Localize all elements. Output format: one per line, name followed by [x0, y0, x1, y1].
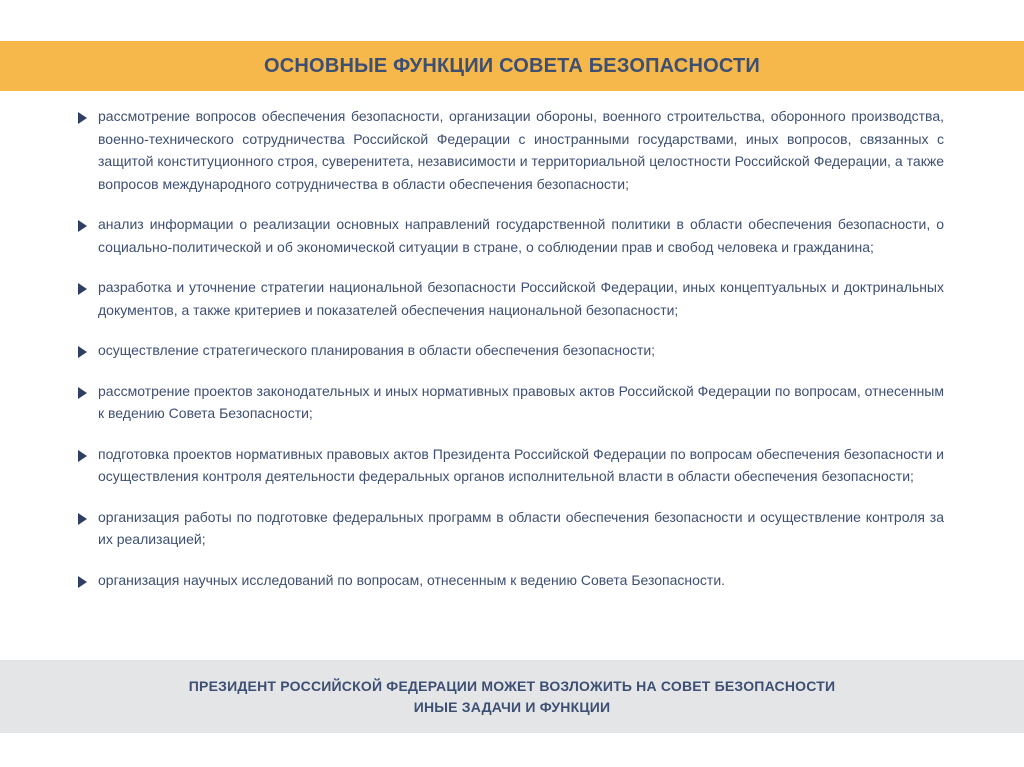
- list-item: [76, 339, 944, 362]
- footer-text-line-1: ПРЕЗИДЕНТ РОССИЙСКОЙ ФЕДЕРАЦИИ МОЖЕТ ВОЗЛОЖИТЬ НА СОВЕТ БЕЗОПАСНОСТИ: [188, 677, 836, 694]
- list-item-text: организация научных исследований по вопросам, отнесенным к ведению Совета Безопасности.: [98, 571, 726, 588]
- page-title: ОСНОВНЫЕ ФУНКЦИИ СОВЕТА БЕЗОПАСНОСТИ: [264, 54, 760, 77]
- list-item: [76, 213, 944, 258]
- footer-text-line-2: ИНЫЕ ЗАДАЧИ И ФУНКЦИИ: [413, 698, 611, 715]
- list-item: [76, 276, 944, 321]
- triangle-bullet-icon: [78, 576, 87, 588]
- footer-band: [0, 660, 1024, 733]
- list-item: [76, 506, 944, 551]
- list-item-text: организация работы по подготовке федеральных программ в области обеспечения безопасности и осуществление контроля за их реализацией;: [98, 508, 944, 547]
- functions-list: [76, 105, 944, 591]
- title-band: [0, 41, 1024, 91]
- list-item-text: анализ информации о реализации основных направлений государственной политики в области обеспечения безопасности, о социально-политической и об экономической ситуации в стране, о соблюдении прав и свобод человека и гражданина;: [98, 216, 944, 255]
- triangle-bullet-icon: [78, 220, 87, 232]
- list-item-text: рассмотрение вопросов обеспечения безопасности, организации обороны, военного строительства, оборонного производства, военно-технического сотрудничества Российской Федерации с иностранными государствами, иных вопросов, связанных с защитой конституционного строя, суверенитета, независимости и территориальной целостности Российской Федерации, а также вопросов международного сотрудничества в области обеспечения безопасности;: [98, 108, 944, 192]
- list-item-text: подготовка проектов нормативных правовых актов Президента Российской Федерации по вопросам обеспечения безопасности и осуществления контроля деятельности федеральных органов исполнительной власти в области обеспечения безопасности;: [98, 445, 944, 484]
- triangle-bullet-icon: [78, 450, 87, 462]
- list-item: [76, 380, 944, 425]
- list-item-text: разработка и уточнение стратегии национальной безопасности Российской Федерации, иных концептуальных и доктринальных документов, а также критериев и показателей обеспечения национальной безопасности;: [98, 279, 944, 318]
- list-item-text: осуществление стратегического планирования в области обеспечения безопасности;: [98, 342, 656, 358]
- triangle-bullet-icon: [78, 112, 87, 124]
- list-item-text: рассмотрение проектов законодательных и иных нормативных правовых актов Российской Федерации по вопросам, отнесенным к ведению Совета Безопасности;: [98, 382, 944, 421]
- list-item: [76, 105, 944, 195]
- triangle-bullet-icon: [78, 346, 87, 358]
- triangle-bullet-icon: [78, 387, 87, 399]
- list-item: [76, 569, 944, 592]
- triangle-bullet-icon: [78, 283, 87, 295]
- triangle-bullet-icon: [78, 513, 87, 525]
- list-item: [76, 443, 944, 488]
